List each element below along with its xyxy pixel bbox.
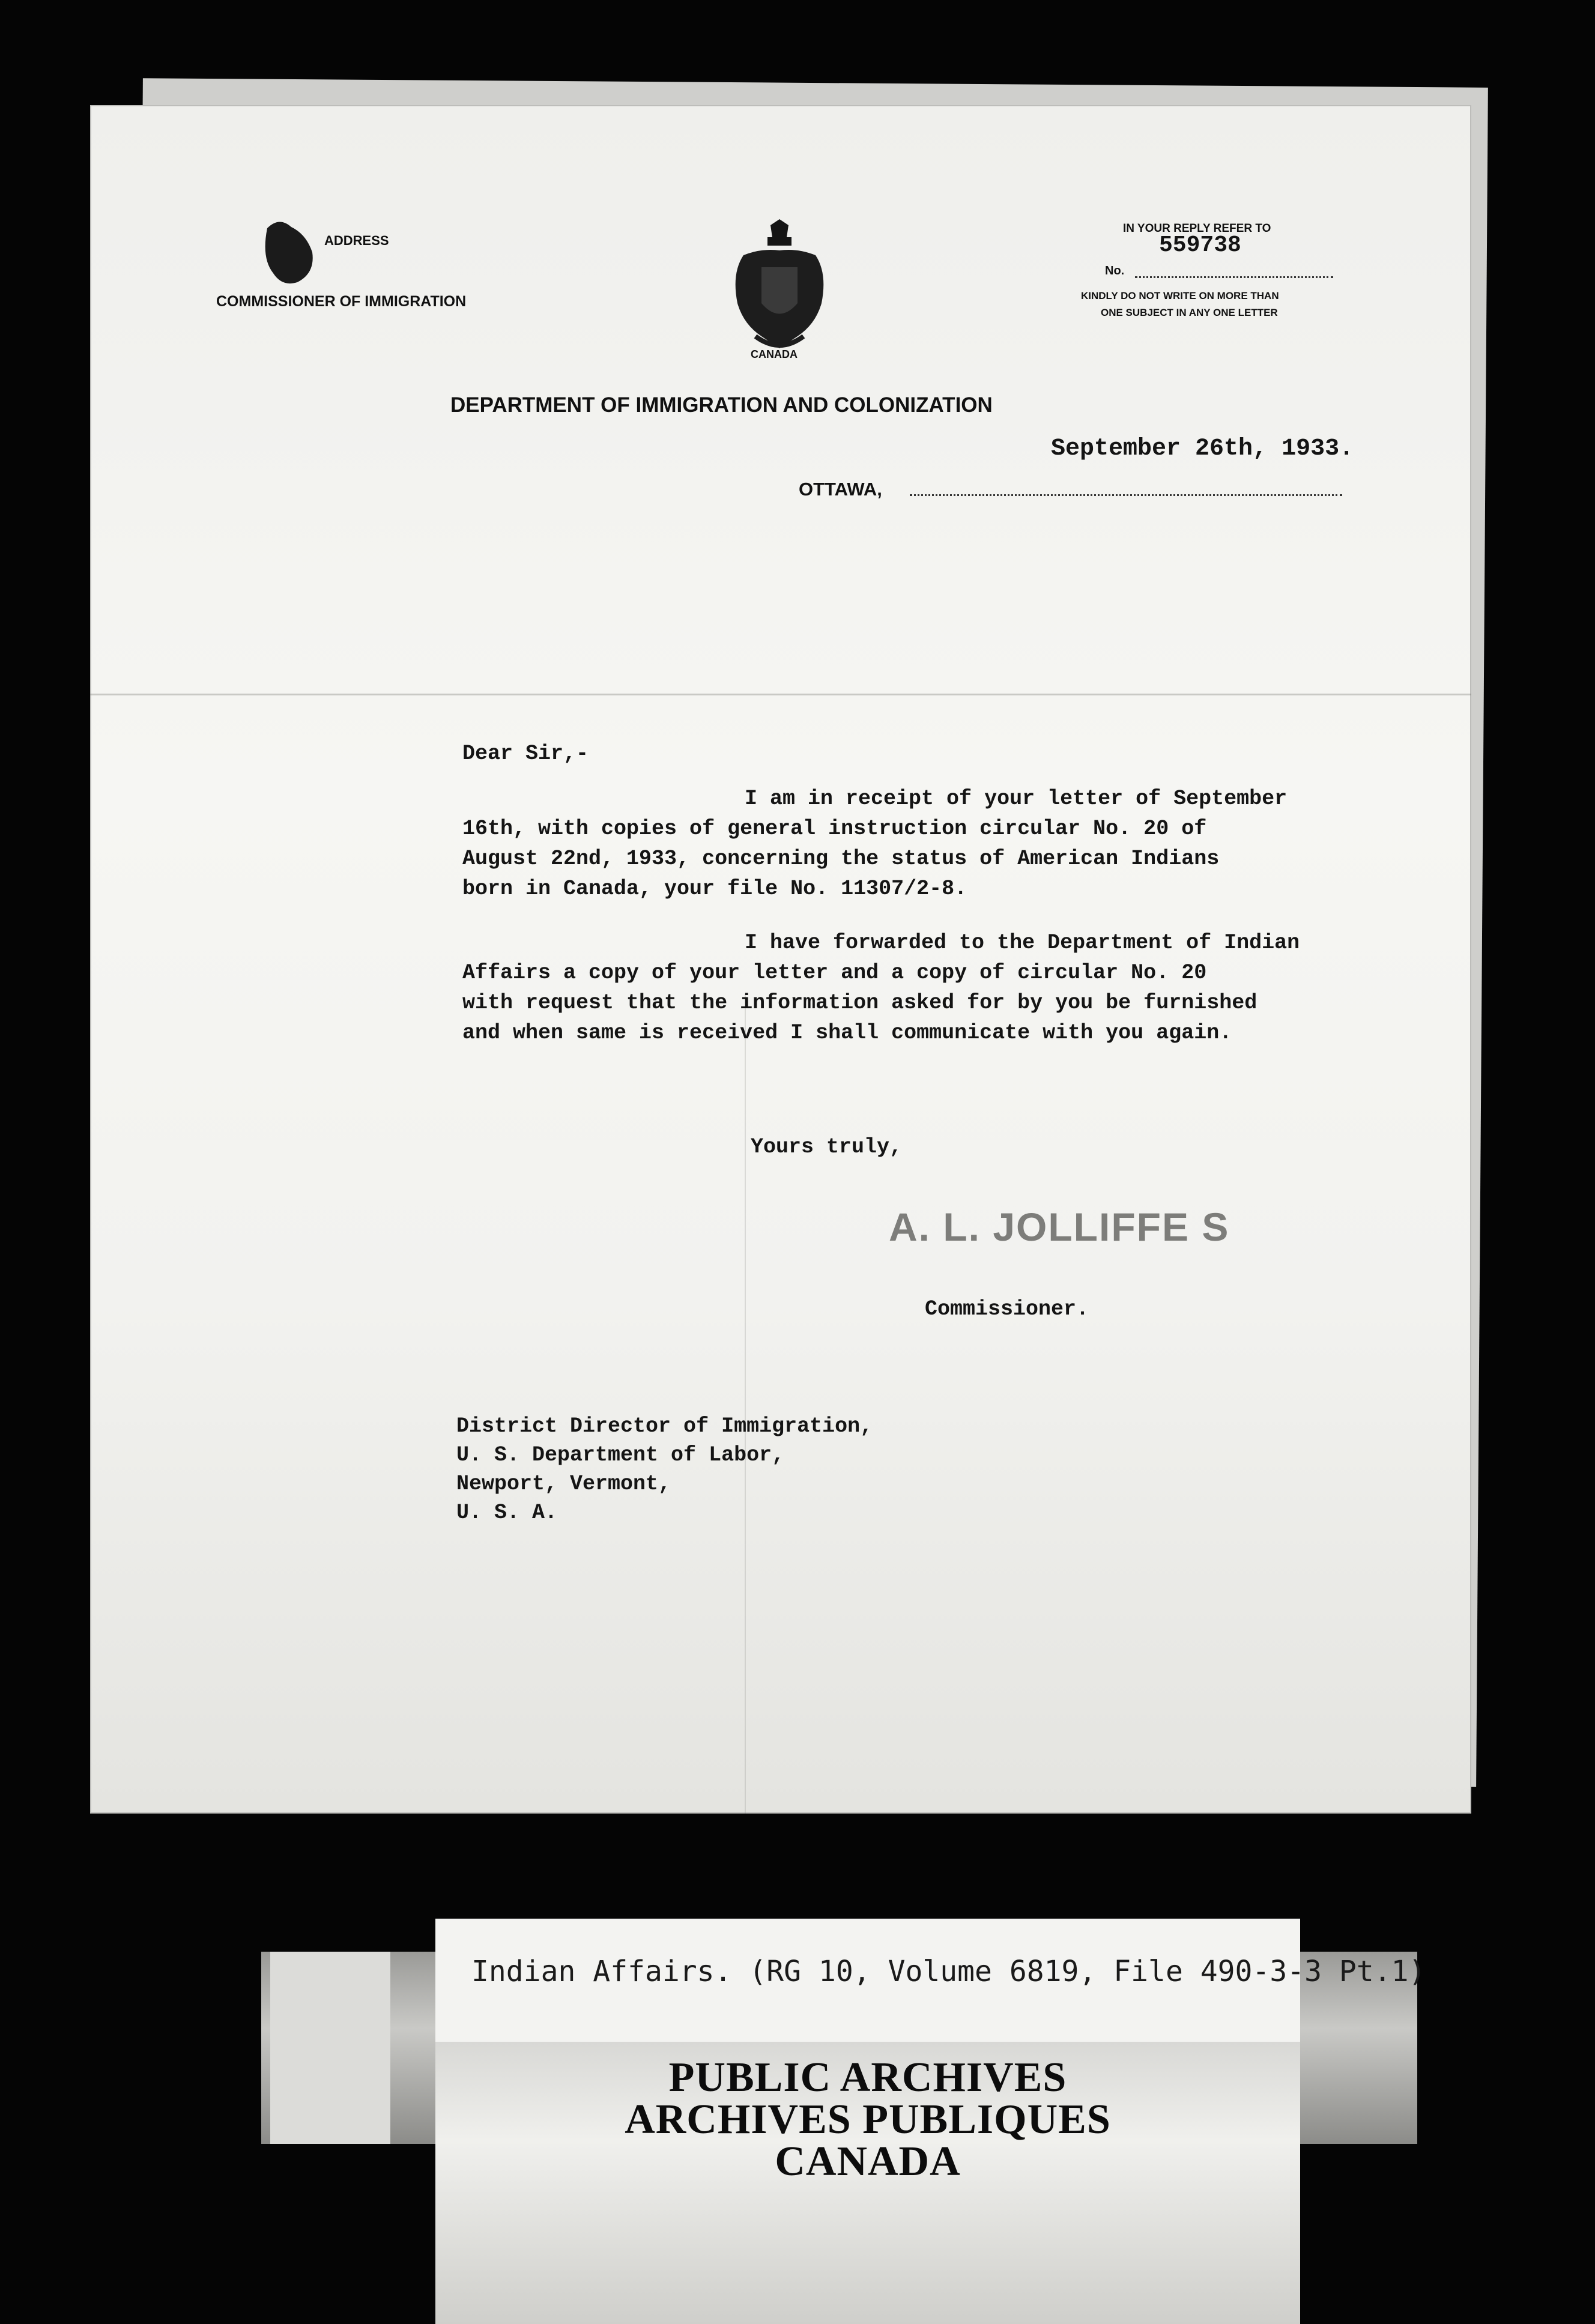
archive-line-3: CANADA [775, 2138, 961, 2185]
reference-number: 559738 [1159, 232, 1241, 258]
archive-left-block [270, 1952, 390, 2144]
ink-blot-icon [255, 216, 321, 288]
horizontal-fold [90, 694, 1471, 695]
archive-reference-card [435, 1919, 1426, 2042]
signer-title: Commissioner. [925, 1297, 1089, 1321]
city-dotted-line [910, 494, 1342, 496]
letter-date: September 26th, 1933. [1051, 435, 1354, 462]
addressee-office: COMMISSIONER OF IMMIGRATION [216, 293, 467, 310]
archive-stamp-card [435, 2042, 1300, 2324]
letter-sheet [90, 105, 1471, 1814]
closing: Yours truly, [751, 1135, 903, 1159]
recipient-line-4: U. S. A. [456, 1501, 558, 1525]
archive-line-1: PUBLIC ARCHIVES [668, 2054, 1067, 2101]
reference-dotted-line [1135, 276, 1333, 278]
paragraph2-line1: I have forwarded to the Department of Indian [745, 931, 1300, 955]
archive-line-2: ARCHIVES PUBLIQUES [625, 2096, 1111, 2143]
paragraph2-line4: and when same is received I shall communicate with you again. [462, 1021, 1232, 1045]
recipient-line-2: U. S. Department of Labor, [456, 1443, 785, 1467]
vertical-fold [745, 994, 746, 1814]
department-name: DEPARTMENT OF IMMIGRATION AND COLONIZATION [450, 393, 993, 417]
royal-crest-icon [719, 219, 840, 357]
city-label: OTTAWA, [799, 479, 882, 500]
paragraph1-line2: 16th, with copies of general instruction circular No. 20 of [462, 817, 1207, 841]
archive-reference: Indian Affairs. (RG 10, Volume 6819, File 490-3-3 Pt.1) [471, 1955, 1426, 1988]
no-label: No. [1105, 264, 1125, 277]
paragraph1-line1: I am in receipt of your letter of September [745, 787, 1288, 811]
signature-stamp: A. L. JOLLIFFE S [889, 1205, 1230, 1249]
paragraph1-line4: born in Canada, your file No. 11307/2-8. [462, 877, 967, 901]
paragraph2-line3: with request that the information asked for by you be furnished [462, 991, 1258, 1015]
reply-prompt: IN YOUR REPLY REFER TO [1123, 222, 1271, 235]
crest-caption: CANADA [751, 348, 798, 360]
paragraph2-line2: Affairs a copy of your letter and a copy of circular No. 20 [462, 961, 1207, 985]
salutation: Dear Sir,- [462, 742, 589, 766]
recipient-line-3: Newport, Vermont, [456, 1472, 671, 1496]
instruction-line-1: KINDLY DO NOT WRITE ON MORE THAN [1081, 290, 1279, 301]
recipient-line-1: District Director of Immigration, [456, 1414, 873, 1438]
address-label: ADDRESS [324, 233, 389, 248]
instruction-line-2: ONE SUBJECT IN ANY ONE LETTER [1101, 307, 1278, 318]
paragraph1-line3: August 22nd, 1933, concerning the status of American Indians [462, 847, 1220, 871]
